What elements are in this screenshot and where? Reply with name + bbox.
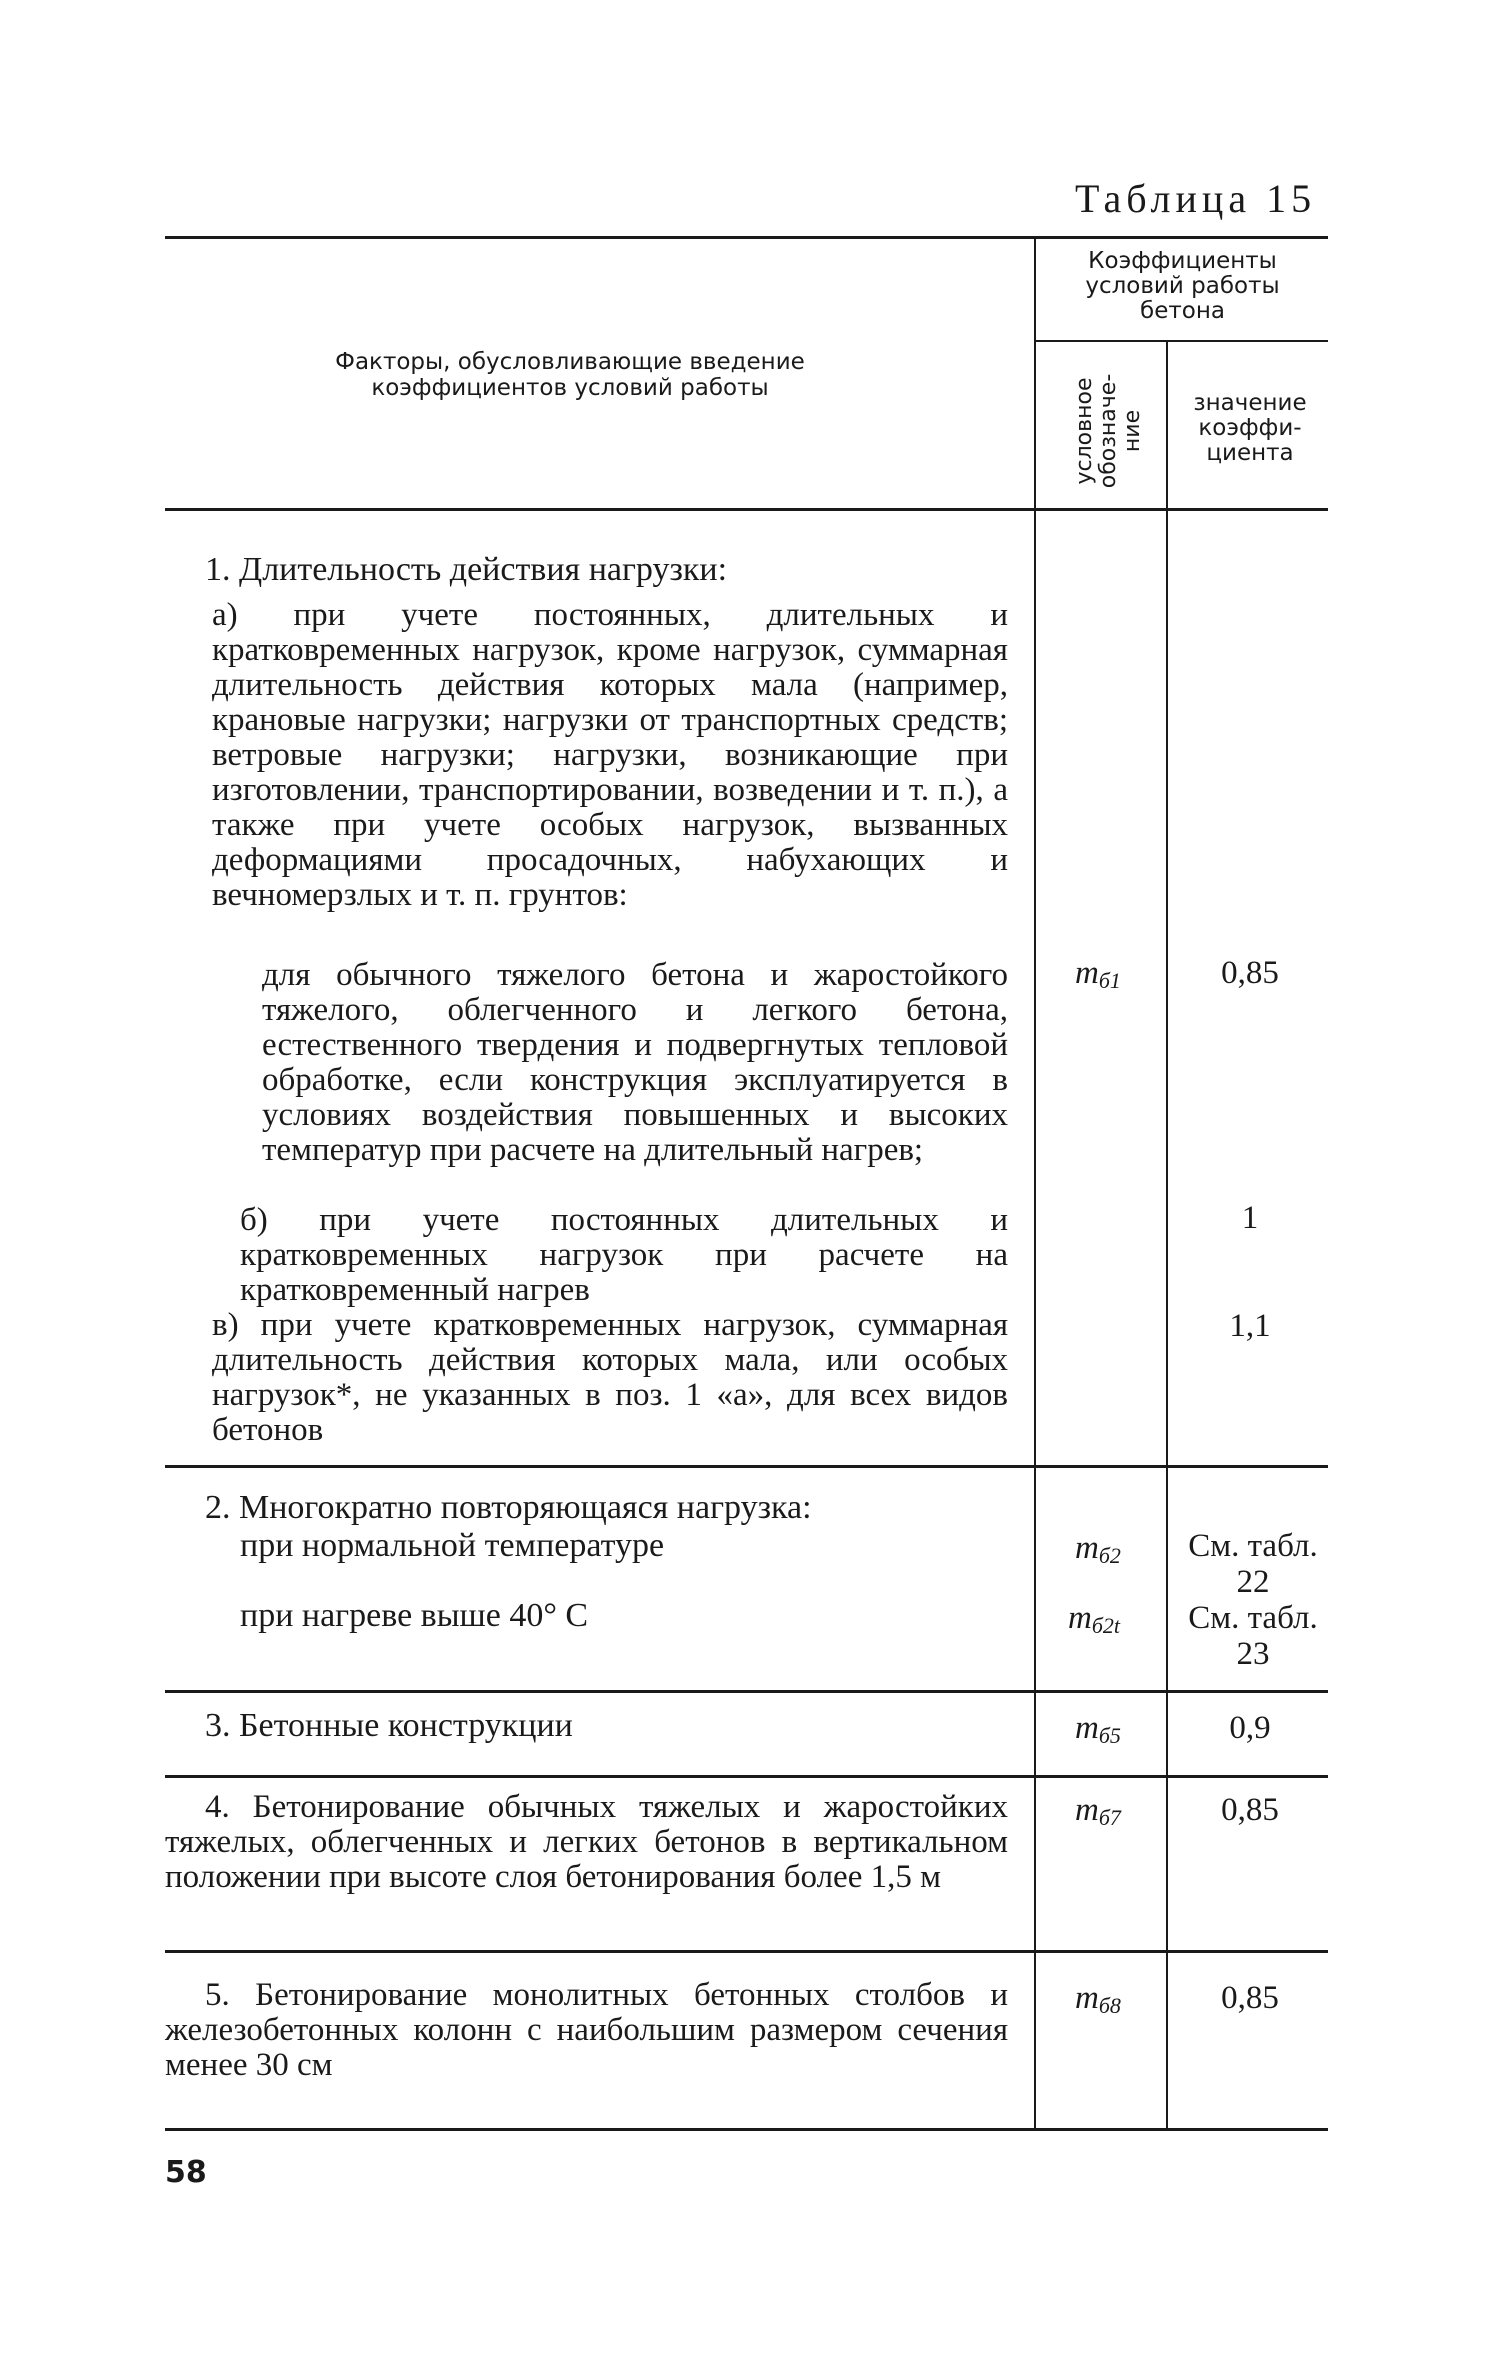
column-divider-1 [1034, 236, 1036, 2128]
row4-title-text: 4. Бетонирование обычных тяжелых и жаростойких тяжелых, облегченных и легких бетонов в вертикальном положении при высоте слоя бетонирования более 1,5 м [165, 1789, 1008, 1895]
row2-sub2: при нагреве выше 40° С [240, 1597, 589, 1634]
row-separator-3 [165, 1775, 1328, 1778]
table-label: Таблица 15 [1075, 176, 1317, 221]
row3-value: 0,9 [1229, 1710, 1271, 1746]
row-separator-2 [165, 1690, 1328, 1693]
row5-title [165, 1978, 1008, 2083]
row4-title [165, 1790, 1008, 1895]
row3-title: 3. Бетонные конструкции [205, 1707, 573, 1744]
column-divider-2 [1166, 340, 1168, 2128]
row3-symbol: $m_{б5}$ [1075, 1710, 1121, 1748]
row1-value-a: 0,85 [1221, 955, 1279, 991]
row5-symbol: $m_{б8}$ [1075, 1980, 1121, 2018]
row-separator-1 [165, 1465, 1328, 1468]
header-factors: Факторы, обусловливающие введение коэффициентов условий работы [335, 349, 805, 401]
row1-value-b: 1 [1241, 1200, 1259, 1236]
header-sub-rule [1035, 340, 1328, 342]
row1-item-a-text: а) при учете постоянных, длительных и кратковременных нагрузок, кроме нагрузок, суммарная длительность действия которых мала (например, крановые нагрузки; нагрузки от транспортных средств; ветровые нагрузки; нагрузки, возникающие при изготовлении, транспортировании, возведении и т. п.), а также при учете особых нагрузок, вызванных деформациями просадочных, набухающих и вечномерзлых и т. п. грунтов: [212, 597, 1008, 913]
row5-title-text: 5. Бетонирование монолитных бетонных столбов и железобетонных колонн с наибольшим размером сечения менее 30 см [165, 1977, 1008, 2083]
row1-title: 1. Длительность действия нагрузки: [205, 551, 728, 588]
row1-item-a-sub [262, 958, 1008, 1168]
row2-symbol-1: $m_{б2}$ [1075, 1530, 1121, 1568]
row1-value-v: 1,1 [1229, 1308, 1271, 1344]
row1-item-b-text: б) при учете постоянных длительных и кратковременных нагрузок при расчете на кратковременный нагрев [240, 1202, 1008, 1308]
row4-symbol: $m_{б7}$ [1075, 1792, 1121, 1830]
header-bottom-rule [165, 508, 1328, 511]
row1-item-a-sub-text: для обычного тяжелого бетона и жаростойкого тяжелого, облегченного и легкого бетона, естественного твердения и подвергнутых тепловой обработке, если конструкция эксплуатируется в условиях воздействия повышенных и высоких температур при расчете на длительный нагрев; [262, 957, 1008, 1168]
table-bottom-rule [165, 2128, 1328, 2131]
row2-title: 2. Многократно повторяющаяся нагрузка: [205, 1489, 812, 1526]
row1-symbol: $m_{б1}$ [1075, 955, 1121, 993]
row5-value: 0,85 [1221, 1980, 1279, 2016]
header-symbol: условное обозначе-ние [1072, 373, 1145, 489]
row-separator-4 [165, 1950, 1328, 1953]
row2-symbol-2: $m_{б2t}$ [1068, 1600, 1121, 1638]
page-number: 58 [165, 2155, 207, 2190]
row1-item-v [212, 1308, 1008, 1448]
row4-value: 0,85 [1221, 1792, 1279, 1828]
table-top-rule [165, 236, 1328, 239]
row1-item-a [212, 598, 1008, 913]
row1-item-v-text: в) при учете кратковременных нагрузок, суммарная длительность действия которых мала, или особых нагрузок*, не указанных в поз. 1 «а», для всех видов бетонов [212, 1307, 1008, 1448]
row2-value-2: См. табл. 23 [1188, 1600, 1318, 1672]
header-coefficients: Коэффициенты условий работы бетона [1085, 248, 1280, 324]
row2-sub1: при нормальной температуре [240, 1527, 665, 1564]
row2-value-1: См. табл. 22 [1188, 1528, 1318, 1600]
row1-item-b [240, 1203, 1008, 1308]
header-value: значение коэффи-циента [1193, 390, 1307, 466]
